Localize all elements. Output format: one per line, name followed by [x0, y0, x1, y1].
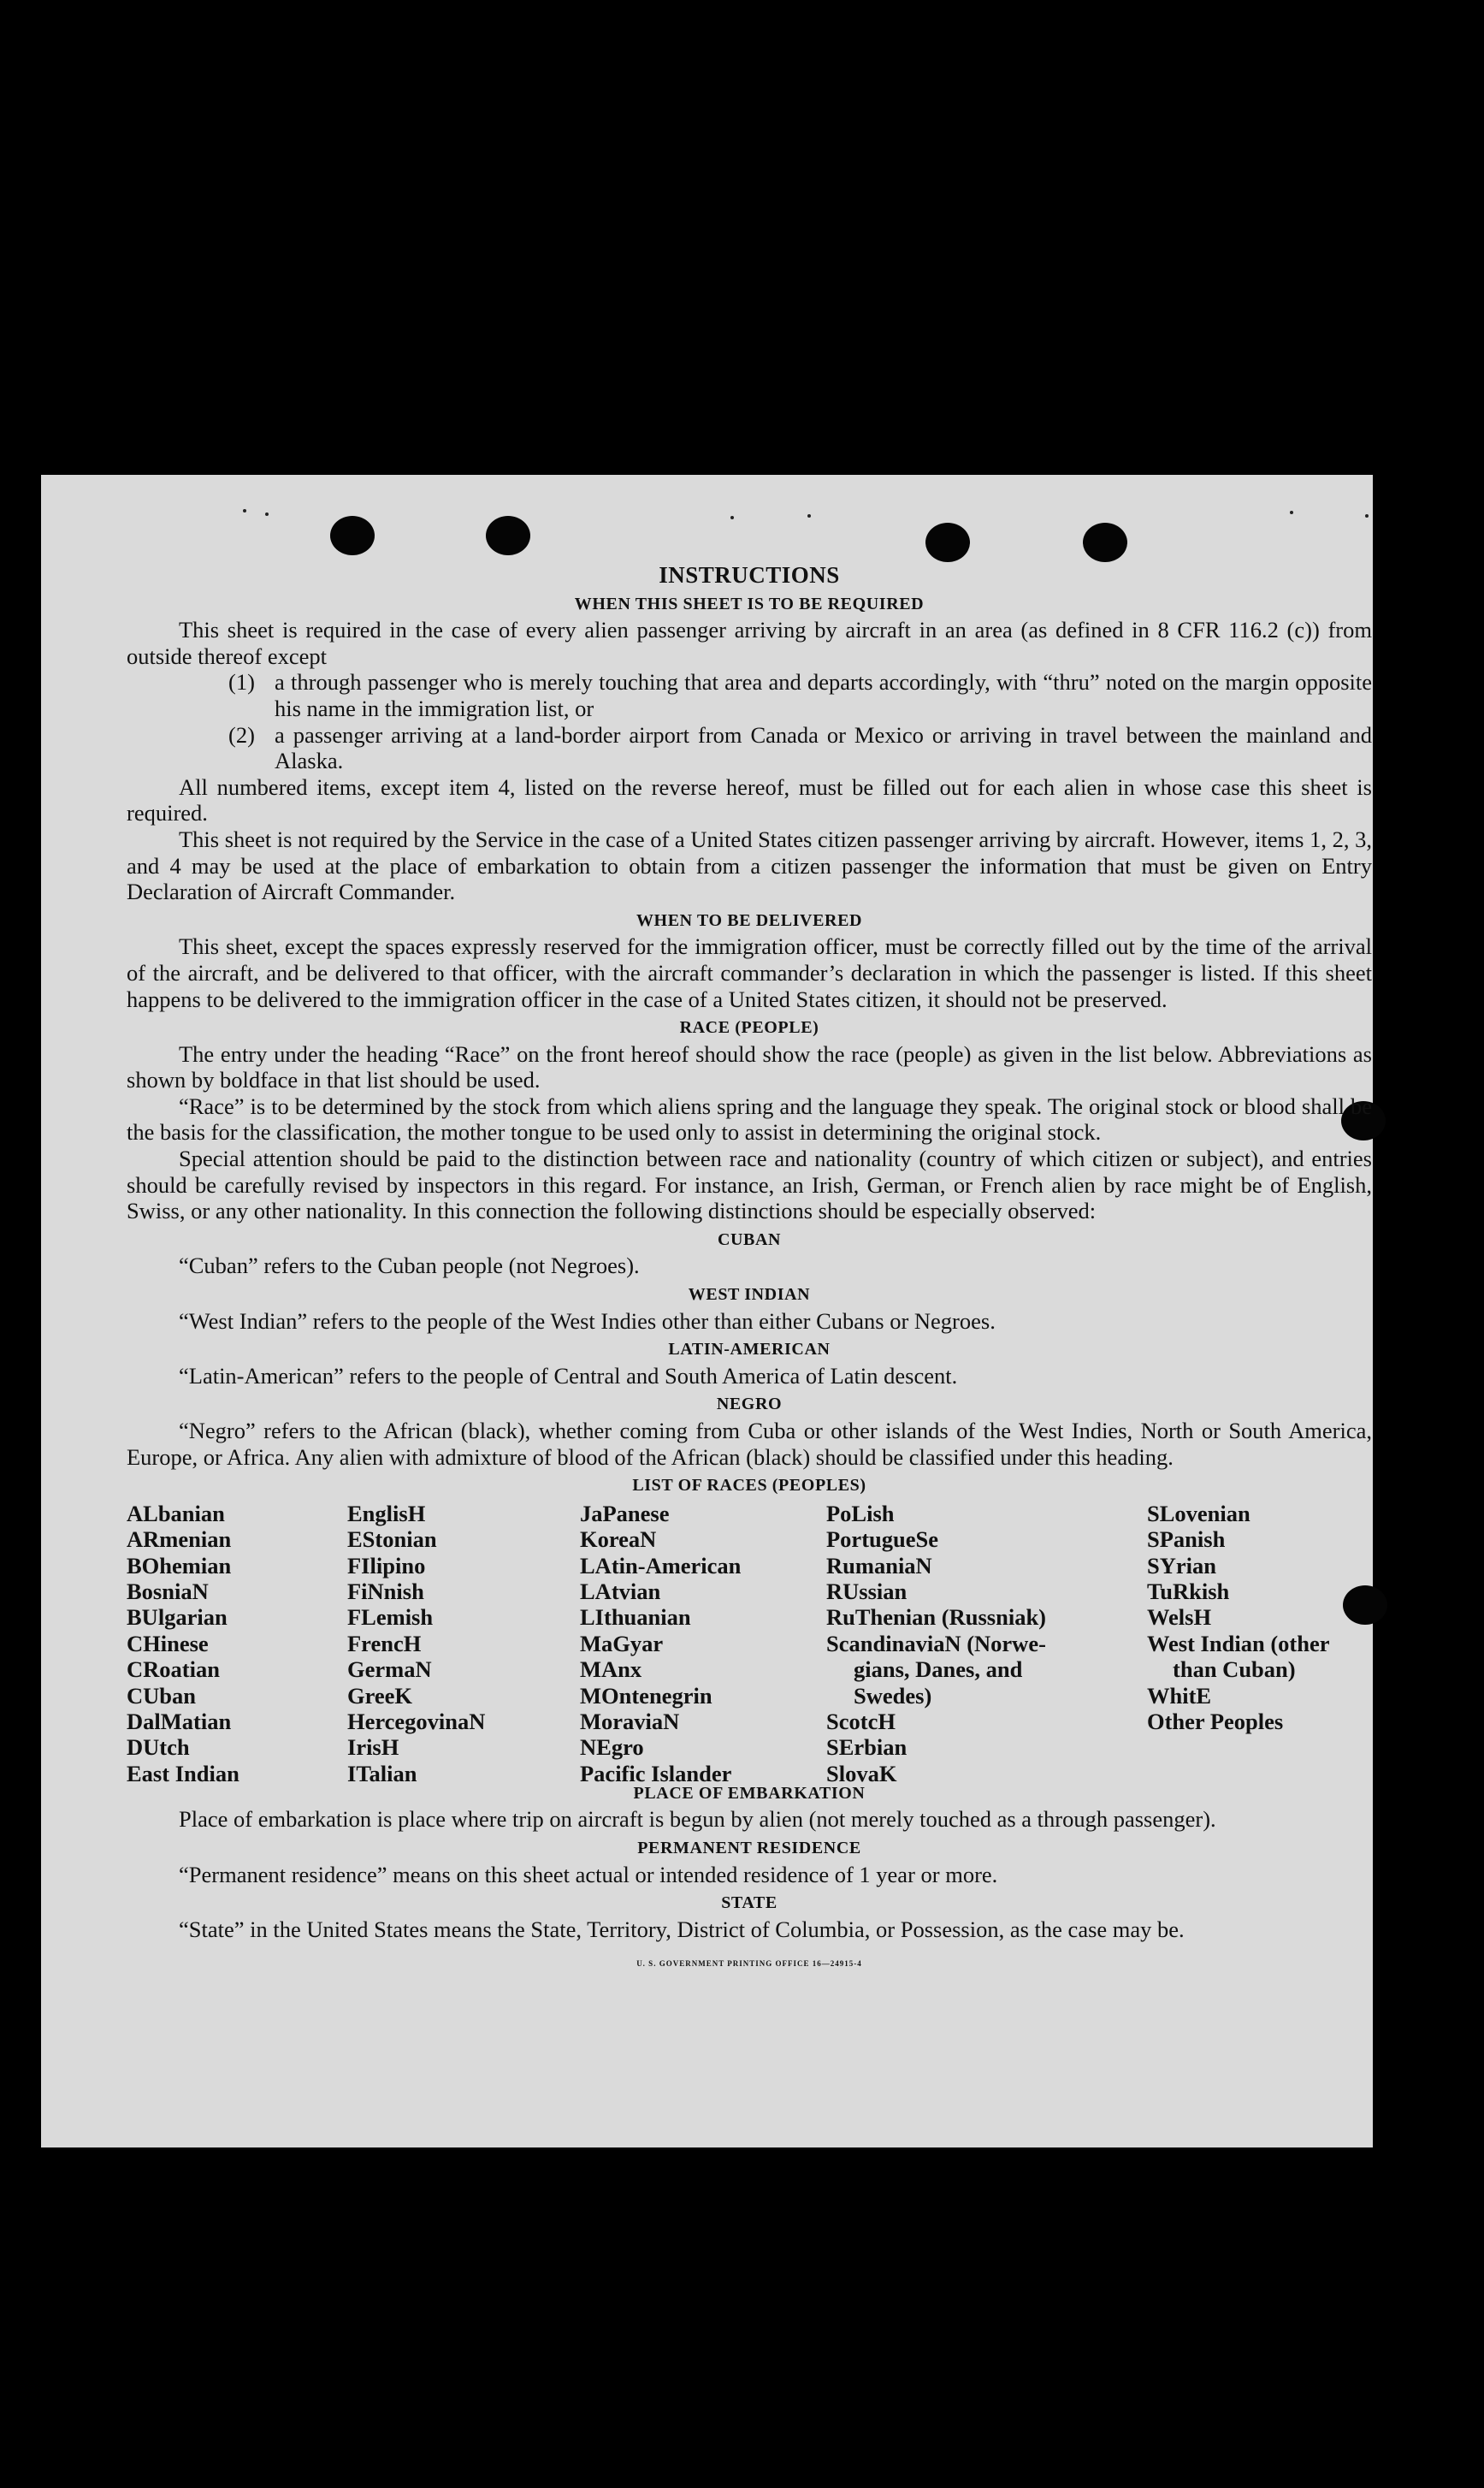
section-heading: LATIN-AMERICAN	[668, 1340, 831, 1360]
race-entry: LIthuanian	[580, 1604, 691, 1631]
race-entry: CHinese	[127, 1630, 209, 1656]
race-entry: GermaN	[347, 1656, 432, 1683]
paper-speck	[1365, 514, 1369, 518]
races-column	[580, 1501, 741, 1786]
race-entry: Swedes)	[854, 1682, 932, 1709]
race-entry: FrencH	[347, 1630, 422, 1656]
race-entry: WhitE	[1147, 1682, 1212, 1709]
race-entry: TuRkish	[1147, 1579, 1230, 1604]
section-heading: CUBAN	[717, 1229, 782, 1249]
section-heading: PERMANENT RESIDENCE	[637, 1838, 861, 1857]
race-entry: EnglisH	[347, 1500, 426, 1526]
races-column	[127, 1501, 239, 1786]
item-text: a passenger arriving at a land-border airport from Canada or Mexico or arriving in travel between the mainland and Alaska.	[275, 721, 1372, 774]
list-item	[127, 722, 1372, 774]
race-entry: West Indian (other	[1147, 1630, 1330, 1656]
race-entry: SErbian	[826, 1734, 908, 1761]
punch-hole	[486, 516, 530, 555]
section-heading: WHEN TO BE DELIVERED	[636, 910, 863, 930]
list-item	[127, 669, 1372, 721]
race-entry: ITalian	[347, 1760, 417, 1786]
paragraph: “Race” is to be determined by the stock from which aliens spring and the language they speak. The original stock or blood shall be the basis for the classification, the mother tongue to be used only to assist in determining the original stock.	[127, 1093, 1372, 1146]
race-entry: ARmenian	[127, 1526, 232, 1553]
paragraph: “Latin-American” refers to the people of Central and South America of Latin descent.	[179, 1362, 958, 1389]
race-entry: SlovaK	[826, 1760, 897, 1786]
race-entry: MaGyar	[580, 1630, 664, 1656]
races-column	[1147, 1501, 1330, 1735]
race-entry: KoreaN	[580, 1526, 657, 1553]
paragraph: “State” in the United States means the State, Territory, District of Columbia, or Possession, as the case may be.	[179, 1916, 1185, 1942]
paragraph: “Permanent residence” means on this sheet actual or intended residence of 1 year or more.	[179, 1861, 998, 1887]
races-heading: LIST OF RACES (PEOPLES)	[632, 1476, 866, 1496]
race-entry: FLemish	[347, 1604, 434, 1631]
race-entry: ALbanian	[127, 1500, 225, 1526]
paragraph: This sheet is required in the case of every alien passenger arriving by aircraft in an area (as defined in 8 CFR 116.2 (c)) from outside thereof except	[127, 617, 1372, 669]
races-list	[127, 1500, 1372, 1786]
race-entry: PoLish	[826, 1500, 895, 1526]
race-entry: JaPanese	[580, 1500, 670, 1526]
punch-hole	[1083, 523, 1127, 562]
race-entry: GreeK	[347, 1682, 413, 1709]
paragraph: Special attention should be paid to the distinction between race and nationality (country of which citizen or subject), and entries should be carefully revised by inspectors in this regard. For instance, an Irish, German, or French alien by race might be of English, Swiss, or any other nationality. In this connection the following distinctions should be especially observed:	[127, 1146, 1372, 1224]
race-entry: SYrian	[1147, 1552, 1216, 1579]
punch-hole	[330, 516, 375, 555]
race-entry: RumaniaN	[826, 1552, 932, 1579]
section-heading: WEST INDIAN	[688, 1285, 811, 1305]
document-title: INSTRUCTIONS	[659, 562, 840, 588]
race-entry: DalMatian	[127, 1709, 232, 1735]
paragraph: “West Indian” refers to the people of the West Indies other than either Cubans or Negroes.	[179, 1307, 996, 1334]
race-entry: NEgro	[580, 1734, 644, 1761]
document-sheet	[41, 475, 1373, 2147]
paragraph: This sheet, except the spaces expressly reserved for the immigration officer, must be correctly filled out by the time of the arrival of the aircraft, and be delivered to that officer, with the aircraft commander’s declaration in which the passenger is listed. If this sheet happens to be delivered to the immigration officer in the case of a United States citizen, it should not be preserved.	[127, 933, 1372, 1012]
paragraph: “Cuban” refers to the Cuban people (not Negroes).	[179, 1253, 640, 1279]
paragraph: This sheet is not required by the Service in the case of a United States citizen passenger arriving by aircraft. However, items 1, 2, 3, and 4 may be used at the place of embarkation to obtain from a citizen passenger the information that must be given on Entry Declaration of Aircraft Commander.	[127, 826, 1372, 905]
section-heading: WHEN THIS SHEET IS TO BE REQUIRED	[574, 594, 925, 613]
race-entry: IrisH	[347, 1734, 399, 1761]
paragraph: Place of embarkation is place where trip on aircraft is begun by alien (not merely touched as a through passenger).	[179, 1806, 1216, 1833]
instructions-content	[127, 562, 1372, 1977]
race-entry: SPanish	[1147, 1526, 1226, 1553]
race-entry: East Indian	[127, 1760, 239, 1786]
race-entry: CRoatian	[127, 1656, 220, 1683]
item-text: a through passenger who is merely touching that area and departs accordingly, with “thru” noted on the margin opposite his name in the immigration list, or	[275, 669, 1372, 721]
printing-office-footer: U. S. GOVERNMENT PRINTING OFFICE 16—24915-4	[636, 1959, 862, 1969]
race-entry: MOntenegrin	[580, 1682, 712, 1709]
race-entry: LAtin-American	[580, 1552, 742, 1579]
paper-speck	[1290, 511, 1293, 514]
section-heading: PLACE OF EMBARKATION	[633, 1783, 866, 1803]
race-entry: MAnx	[580, 1656, 642, 1683]
paragraph: All numbered items, except item 4, listed on the reverse hereof, must be filled out for each alien in whose case this sheet is required.	[127, 773, 1372, 826]
race-entry: Pacific Islander	[580, 1760, 732, 1786]
paragraph: “Negro” refers to the African (black), whether coming from Cuba or other islands of the West Indies, North or South America, Europe, or Africa. Any alien with admixture of blood of the African (black) should be classified under this heading.	[127, 1418, 1372, 1470]
race-entry: BUlgarian	[127, 1604, 228, 1631]
race-entry: PortugueSe	[826, 1526, 939, 1553]
section-heading: RACE (PEOPLE)	[679, 1018, 819, 1038]
race-entry: CUban	[127, 1682, 197, 1709]
paragraph: The entry under the heading “Race” on the front hereof should show the race (people) as given in the list below. Abbreviations as shown by boldface in that list should be used.	[127, 1040, 1372, 1093]
paper-speck	[243, 509, 246, 512]
race-entry: gians, Danes, and	[854, 1656, 1023, 1683]
race-entry: ScandinaviaN (Norwe-	[826, 1630, 1046, 1656]
race-entry: EStonian	[347, 1526, 437, 1553]
races-column	[826, 1501, 1046, 1786]
race-entry: ScotcH	[826, 1709, 896, 1735]
race-entry: FIlipino	[347, 1552, 426, 1579]
races-column	[347, 1501, 485, 1786]
punch-hole	[925, 523, 970, 562]
item-number: (2)	[228, 721, 255, 748]
race-entry: FiNnish	[347, 1579, 424, 1604]
paper-speck	[807, 514, 811, 518]
race-entry: HercegovinaN	[347, 1709, 486, 1735]
race-entry: SLovenian	[1147, 1500, 1250, 1526]
section-heading: STATE	[721, 1893, 777, 1913]
section-heading: NEGRO	[716, 1395, 783, 1414]
race-entry: BosniaN	[127, 1579, 209, 1604]
race-entry: RuThenian (Russniak)	[826, 1604, 1047, 1631]
race-entry: Other Peoples	[1147, 1709, 1284, 1735]
race-entry: BOhemian	[127, 1552, 232, 1579]
paper-speck	[265, 512, 269, 516]
item-number: (1)	[228, 669, 255, 696]
race-entry: RUssian	[826, 1579, 908, 1604]
race-entry: than Cuban)	[1173, 1656, 1296, 1683]
race-entry: LAtvian	[580, 1579, 661, 1604]
race-entry: WelsH	[1147, 1604, 1212, 1631]
race-entry: MoraviaN	[580, 1709, 680, 1735]
paper-speck	[730, 516, 734, 519]
race-entry: DUtch	[127, 1734, 190, 1761]
